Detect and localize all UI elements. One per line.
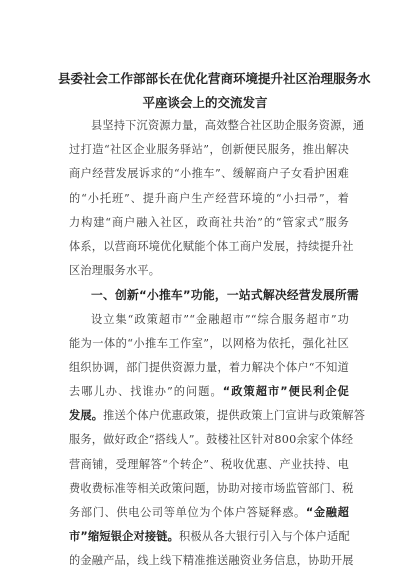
section-text: 的金融产品，线上线下精准推送融资业务信息，协助开展 bbox=[69, 554, 354, 568]
section-text: 积极从各大银行引入与个体户适配 bbox=[179, 530, 350, 544]
section-line bbox=[69, 477, 354, 501]
section-line bbox=[69, 356, 349, 380]
section-text: 去哪儿办、找谁办”的问题。 bbox=[69, 385, 223, 399]
section-line bbox=[69, 428, 354, 452]
section-bold-text: “金融超 bbox=[305, 506, 349, 519]
intro-line: 区治理服务水平。 bbox=[69, 264, 161, 278]
document-title-line-1: 县委社会工作部部长在优化营商环境提升社区治理服务水 bbox=[58, 71, 371, 86]
intro-line: 体系，以营商环境优化赋能个体工商户发展，持续提升社 bbox=[69, 239, 354, 253]
section-bold-text: 发展。 bbox=[69, 409, 104, 423]
document-title-line-2: 平座谈会上的交流发言 bbox=[142, 95, 268, 110]
section-bold-text: 市”缩短银企对接链。 bbox=[69, 530, 180, 544]
intro-line: 过打造“社区企业服务驿站”，创新便民服务，推出解决 bbox=[69, 143, 349, 157]
section-line bbox=[69, 332, 349, 356]
section-line bbox=[69, 525, 349, 549]
section-text: 推送个体户优惠政策，提供政策上门宣讲与政策解答 bbox=[103, 409, 366, 423]
section-bold-text: “政策超市”便民利企促 bbox=[222, 385, 349, 399]
section-line bbox=[69, 380, 349, 404]
document-body bbox=[69, 114, 366, 574]
section-text: 能为一体的“小推车工作室”，以网格为依托，强化社区 bbox=[69, 336, 349, 350]
section-text: 服务，做好政企“搭线人”。鼓楼社区针对800余家个体经 bbox=[69, 433, 354, 447]
intro-line: 力构建“商户融入社区，政商社共治”的“管家式”服务 bbox=[69, 215, 349, 229]
section-line bbox=[69, 501, 349, 525]
section-text: 务部门、供电公司等单位为个体户答疑释惑。 bbox=[69, 506, 306, 519]
section-line bbox=[69, 404, 366, 428]
intro-line: 的“小托班”、提升商户生产经营环境的“小扫帚”，着 bbox=[69, 191, 349, 205]
section-line bbox=[69, 308, 349, 332]
section-text: 设立集“政策超市”“金融超市”“综合服务超市”功 bbox=[91, 312, 349, 326]
intro-line: 县坚持下沉资源力量，高效整合社区助企服务资源，通 bbox=[91, 119, 365, 132]
section-heading: 一、创新“小推车”功能，一站式解决经营发展所需 bbox=[91, 288, 359, 303]
section-line bbox=[69, 453, 349, 477]
section-text: 费收费标准等相关政策问题，协助对接市场监管部门、税 bbox=[69, 481, 354, 495]
section-text: 组织协调，部门提供资源力量，着力解决个体户“不知道 bbox=[69, 360, 349, 374]
intro-line: 商户经营发展诉求的“小推车”、缓解商户子女看护困难 bbox=[69, 167, 349, 181]
section-line bbox=[69, 549, 354, 573]
section-text: 营商铺，受理解答“个转企”、税收优惠、产业扶持、电 bbox=[69, 457, 349, 471]
